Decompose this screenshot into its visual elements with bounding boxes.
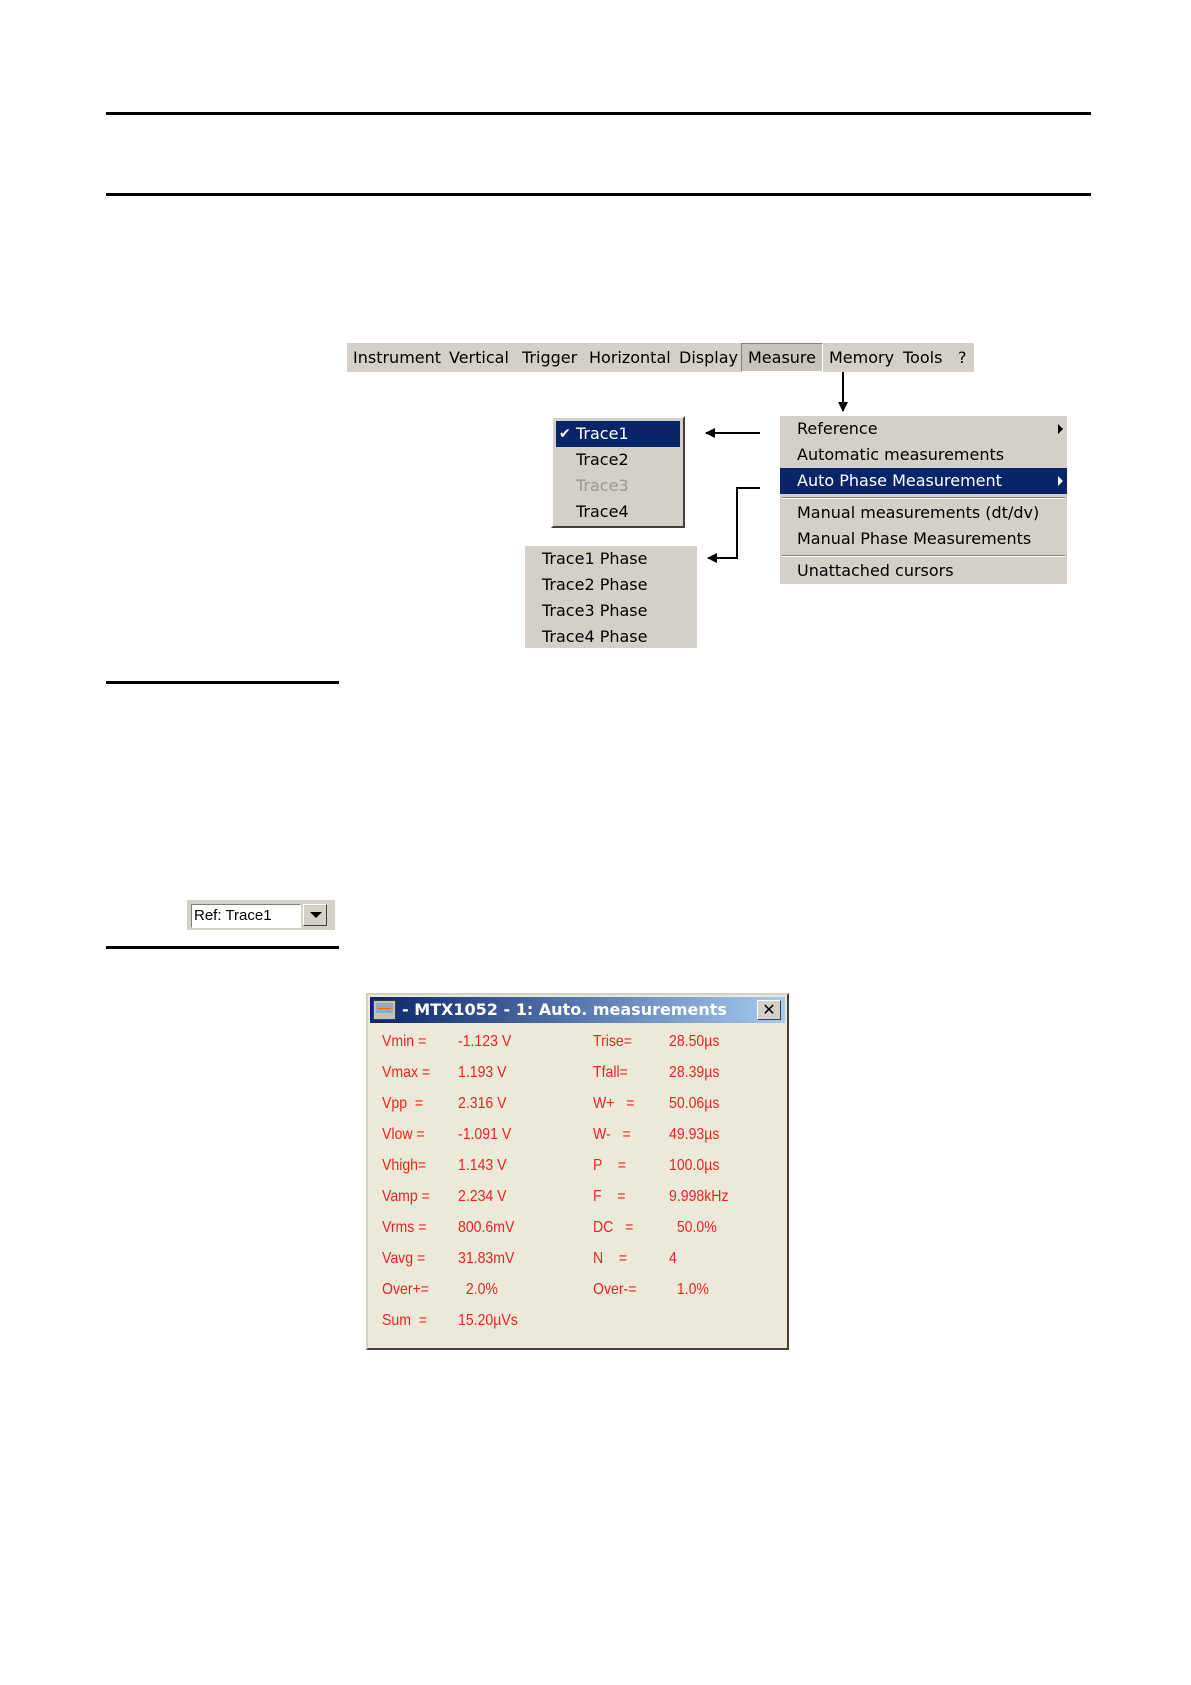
measurement-label: Vrms = xyxy=(382,1219,427,1236)
measurement-label: Vmin = xyxy=(382,1033,427,1050)
menu-item-label: Trace3 Phase xyxy=(542,601,648,620)
measurement-value: 9.998kHz xyxy=(669,1188,729,1205)
menu-item-label: Trace2 xyxy=(576,450,629,469)
menu-item-label: Manual Phase Measurements xyxy=(797,529,1032,548)
menu-display[interactable]: Display xyxy=(679,348,738,367)
measurement-label: Vhigh= xyxy=(382,1157,427,1174)
measurement-label: Vmax = xyxy=(382,1064,431,1081)
measurement-label: Vlow = xyxy=(382,1126,425,1143)
menu-help[interactable]: ? xyxy=(958,348,967,367)
measurement-value: 1.193 V xyxy=(458,1064,507,1081)
menu-measure[interactable]: Measure xyxy=(741,343,823,372)
reference-select-value[interactable]: Ref: Trace1 xyxy=(191,904,301,928)
measurement-label: P = xyxy=(593,1157,627,1174)
close-icon: ✕ xyxy=(762,1000,776,1019)
measurement-label: Over+= xyxy=(382,1281,429,1298)
menu-item-label: Trace4 Phase xyxy=(542,627,648,646)
menu-item-label: Reference xyxy=(797,419,878,438)
menu-item-label: Trace1 Phase xyxy=(542,549,648,568)
measurement-value: 1.0% xyxy=(669,1281,709,1298)
measurement-value: -1.091 V xyxy=(458,1126,512,1143)
measurement-label: W+ = xyxy=(593,1095,635,1112)
measurement-value: 2.316 V xyxy=(458,1095,507,1112)
measurement-value: 15.20µVs xyxy=(458,1312,518,1329)
measurement-value: 50.0% xyxy=(669,1219,717,1236)
app-icon xyxy=(373,1000,396,1020)
chevron-down-icon xyxy=(310,912,322,918)
auto-measurements-window xyxy=(366,993,789,1350)
menu-instrument[interactable]: Instrument xyxy=(353,348,442,367)
measurement-value: 800.6mV xyxy=(458,1219,515,1236)
measurement-label: F = xyxy=(593,1188,626,1205)
measurement-value: 2.234 V xyxy=(458,1188,507,1205)
arrow-elbow-phase xyxy=(708,488,760,558)
measurement-value: 4 xyxy=(669,1250,677,1267)
menu-item-label: Manual measurements (dt/dv) xyxy=(797,503,1040,522)
measurement-label: Tfall= xyxy=(593,1064,628,1081)
measurement-value: 50.06µs xyxy=(669,1095,720,1112)
menu-item-label: Automatic measurements xyxy=(797,445,1005,464)
measurement-value: 2.0% xyxy=(458,1281,498,1298)
menu-horizontal[interactable]: Horizontal xyxy=(589,348,671,367)
dropdown-button[interactable] xyxy=(303,904,327,926)
measurement-label: Vavg = xyxy=(382,1250,426,1267)
measurement-value: 28.39µs xyxy=(669,1064,720,1081)
menu-item-label: Unattached cursors xyxy=(797,561,954,580)
menu-item-label: Trace4 xyxy=(576,502,629,521)
measurement-value: -1.123 V xyxy=(458,1033,512,1050)
menu-tools[interactable]: Tools xyxy=(903,348,943,367)
measurement-value: 31.83mV xyxy=(458,1250,515,1267)
menu-vertical[interactable]: Vertical xyxy=(449,348,509,367)
measurement-label: W- = xyxy=(593,1126,631,1143)
measurement-label: N = xyxy=(593,1250,628,1267)
measurement-value: 1.143 V xyxy=(458,1157,507,1174)
close-button[interactable] xyxy=(757,1000,781,1020)
reference-select[interactable] xyxy=(187,900,335,930)
measurement-label: Over-= xyxy=(593,1281,637,1298)
menu-item-label: Trace2 Phase xyxy=(542,575,648,594)
menu-item-label: Trace3 xyxy=(576,476,629,495)
measurement-label: Sum = xyxy=(382,1312,428,1329)
window-title: - MTX1052 - 1: Auto. measurements xyxy=(402,1000,727,1019)
menu-item-label: Trace1 xyxy=(576,424,629,443)
measurement-label: Trise= xyxy=(593,1033,632,1050)
menu-item-label: Auto Phase Measurement xyxy=(797,471,1002,490)
check-mark-icon: ✔ xyxy=(559,426,571,442)
measurement-value: 100.0µs xyxy=(669,1157,720,1174)
menu-memory[interactable]: Memory xyxy=(829,348,895,367)
measurement-value: 49.93µs xyxy=(669,1126,720,1143)
window-title-bar[interactable] xyxy=(370,997,785,1023)
measurement-label: DC = xyxy=(593,1219,634,1236)
menu-trigger[interactable]: Trigger xyxy=(522,348,578,367)
measurement-label: Vamp = xyxy=(382,1188,430,1205)
measurement-value: 28.50µs xyxy=(669,1033,720,1050)
measurement-label: Vpp = xyxy=(382,1095,424,1112)
